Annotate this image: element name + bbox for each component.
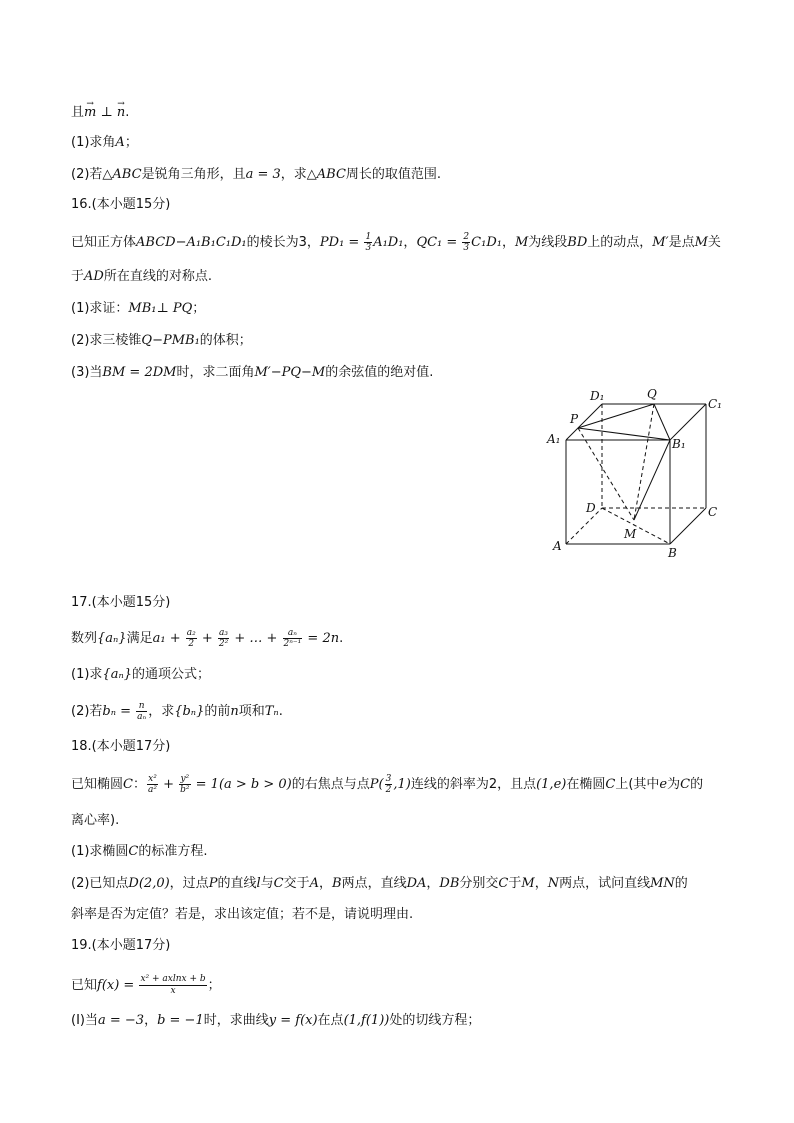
q16-part2 bbox=[71, 332, 252, 350]
cube-figure bbox=[540, 382, 730, 562]
q15-p1-var: A bbox=[115, 135, 125, 150]
q18-text: 的标准方程. bbox=[138, 844, 208, 859]
q18-text: 为 bbox=[667, 777, 681, 792]
q16-text: 的体积； bbox=[199, 333, 252, 348]
q19-b-value: b = −1 bbox=[157, 1013, 204, 1028]
q18-point-p-end: ,1) bbox=[393, 777, 411, 792]
q19-part1 bbox=[71, 1012, 480, 1030]
q18-c: C bbox=[128, 844, 139, 859]
label-p: P bbox=[570, 412, 579, 426]
q16-part1 bbox=[71, 300, 205, 318]
q18-b: B bbox=[332, 876, 342, 891]
frac-den: 2 bbox=[188, 639, 195, 649]
q18-text: 在椭圆 bbox=[566, 777, 606, 792]
frac-num: n bbox=[136, 701, 147, 712]
q16-text: 时，求二面角 bbox=[176, 365, 255, 380]
q18-c: C bbox=[123, 777, 133, 792]
q17-tn: Tₙ bbox=[264, 704, 279, 719]
frac-num: y² bbox=[180, 774, 190, 784]
q17-text: 的前 bbox=[204, 704, 231, 719]
q19-fx: f(x) = bbox=[97, 978, 139, 993]
q18-db: DB bbox=[439, 876, 460, 891]
q18-a: A bbox=[309, 876, 319, 891]
fraction-function bbox=[139, 974, 206, 997]
frac-den: 2ⁿ⁻¹ bbox=[283, 639, 302, 649]
q18-c: C bbox=[498, 876, 509, 891]
q18-header: 18.(本小题17分) bbox=[71, 739, 171, 754]
q18-text: 已知椭圆 bbox=[71, 777, 124, 792]
segment-qb1 bbox=[654, 404, 670, 440]
q16-text: ， bbox=[501, 235, 515, 250]
q16-c1d1: C₁D₁ bbox=[471, 235, 502, 250]
q17-seq: {aₙ} bbox=[97, 631, 127, 646]
frac-den: 2 bbox=[385, 785, 392, 795]
q18-part2 bbox=[71, 875, 688, 893]
fraction-three-halves bbox=[385, 774, 393, 795]
q18-text: 的 bbox=[690, 777, 704, 792]
q17-a1: a₁ + bbox=[152, 631, 185, 646]
q18-eq: = 1(a > b > 0) bbox=[191, 777, 292, 792]
q16-m: M bbox=[514, 235, 529, 250]
fraction-an-over-2n bbox=[283, 628, 303, 649]
q17-text: (2)若 bbox=[71, 704, 103, 719]
q18-c: C bbox=[605, 777, 616, 792]
fraction-two-thirds bbox=[462, 232, 470, 253]
q18-n: N bbox=[547, 876, 560, 891]
fraction-x2-over-a2 bbox=[147, 774, 158, 795]
q19-text: (Ⅰ)当 bbox=[71, 1013, 98, 1028]
q16-text: 为线段 bbox=[528, 235, 568, 250]
q15-part1 bbox=[71, 134, 138, 152]
fraction-y2-over-b2 bbox=[179, 774, 190, 795]
vector-m: → m bbox=[84, 104, 96, 122]
edge-c1b1 bbox=[670, 404, 706, 440]
q16-text: 是点 bbox=[668, 235, 695, 250]
q17-text: ，求 bbox=[148, 704, 175, 719]
q16-text: (1)求证： bbox=[71, 301, 129, 316]
q18-part1 bbox=[71, 843, 208, 861]
q19-text: ； bbox=[207, 978, 221, 993]
q17-text: 的通项公式； bbox=[131, 667, 210, 682]
fraction-a2-over-2 bbox=[186, 628, 197, 649]
q18-text: ， bbox=[534, 876, 548, 891]
q18-part2-line2: 斜率是否为定值？若是，求出该定值；若不是，请说明理由. bbox=[71, 907, 414, 922]
q17-plus: + bbox=[197, 631, 217, 646]
q18-c: C bbox=[680, 777, 691, 792]
q16-p3-expr1: BM = 2DM bbox=[102, 365, 177, 380]
q18-text: 两点，直线 bbox=[341, 876, 407, 891]
q18-text: 的 bbox=[674, 876, 688, 891]
q19-a-value: a = −3 bbox=[97, 1013, 145, 1028]
q18-text: ： bbox=[132, 777, 146, 792]
q16-qc: QC₁ = bbox=[416, 235, 462, 250]
frac-den: b² bbox=[180, 785, 190, 795]
frac-num: aₙ bbox=[283, 628, 303, 639]
q15-p2-mid: 是锐角三角形，且 bbox=[141, 167, 246, 182]
q19-point: (1,f(1)) bbox=[343, 1013, 390, 1028]
q15-part2 bbox=[71, 166, 441, 184]
q16-stem-line1 bbox=[71, 232, 721, 253]
q18-text: ， bbox=[426, 876, 440, 891]
q15-p2-tail: ，求△ bbox=[280, 167, 317, 182]
fraction-a3-over-4 bbox=[218, 628, 229, 649]
hidden-segment-qm bbox=[634, 404, 654, 520]
q15-text: . bbox=[125, 105, 130, 120]
q17-text: 数列 bbox=[71, 631, 98, 646]
label-a: A bbox=[553, 539, 562, 553]
q16-pd: PD₁ = bbox=[319, 235, 364, 250]
label-q: Q bbox=[647, 387, 657, 401]
q16-cube: ABCD−A₁B₁C₁D₁ bbox=[136, 235, 247, 250]
frac-den: x bbox=[170, 986, 176, 996]
label-a1: A₁ bbox=[547, 432, 561, 446]
label-c: C bbox=[708, 505, 718, 519]
hidden-edge-ad bbox=[566, 508, 602, 544]
q18-text: 的右焦点与点 bbox=[291, 777, 370, 792]
q17-seq-b: {bₙ} bbox=[174, 704, 205, 719]
segment-pb1 bbox=[578, 428, 670, 440]
label-m: M bbox=[624, 527, 637, 541]
q19-stem bbox=[71, 974, 221, 997]
q19-curve: y = f(x) bbox=[268, 1013, 318, 1028]
q17-part1 bbox=[71, 666, 210, 684]
frac-den: 2² bbox=[218, 639, 229, 649]
q15-p2-end: 周长的取值范围. bbox=[345, 167, 442, 182]
frac-den: 3 bbox=[365, 243, 372, 253]
q16-stem-line2 bbox=[71, 268, 212, 286]
q18-m: M bbox=[521, 876, 535, 891]
q16-text: 的余弦值的绝对值. bbox=[325, 365, 434, 380]
q16-p1-expr: MB₁⊥ PQ bbox=[128, 301, 193, 316]
fraction-n-over-an bbox=[136, 701, 147, 722]
q19-text: ， bbox=[144, 1013, 158, 1028]
q16-a1d1: A₁D₁ bbox=[373, 235, 404, 250]
frac-den: aₙ bbox=[137, 712, 147, 722]
q16-text: 所在直线的对称点. bbox=[103, 269, 212, 284]
frac-num: a₃ bbox=[219, 628, 229, 638]
frac-num: 3 bbox=[385, 774, 392, 784]
q15-p2-tri: ABC bbox=[112, 167, 142, 182]
vector-n: → n bbox=[117, 104, 125, 122]
q17-text: (1)求 bbox=[71, 667, 103, 682]
q19-text: 时，求曲线 bbox=[203, 1013, 269, 1028]
q16-text: (2)求三棱锥 bbox=[71, 333, 142, 348]
q18-stem-line2: 离心率). bbox=[71, 813, 120, 828]
q19-text: 已知 bbox=[71, 978, 98, 993]
q19-text: 处的切线方程； bbox=[389, 1013, 481, 1028]
q16-mprime: M′ bbox=[652, 235, 669, 250]
q19-text: 在点 bbox=[317, 1013, 344, 1028]
q19-header: 19.(本小题17分) bbox=[71, 938, 171, 953]
label-c1: C₁ bbox=[708, 397, 722, 411]
q16-text: (3)当 bbox=[71, 365, 103, 380]
q18-text: 的直线 bbox=[217, 876, 257, 891]
q17-text: . bbox=[339, 631, 344, 646]
q18-stem-line1 bbox=[71, 774, 703, 795]
q15-p1-label: (1)求角 bbox=[71, 135, 116, 150]
q18-text: 上(其中 bbox=[615, 777, 660, 792]
q18-plus: + bbox=[158, 777, 179, 792]
q18-e: e bbox=[659, 777, 668, 792]
q18-text: (2)已知点 bbox=[71, 876, 129, 891]
q16-text: ； bbox=[192, 301, 206, 316]
q16-bd: BD bbox=[567, 235, 588, 250]
q18-text: 交于 bbox=[283, 876, 310, 891]
frac-num: 2 bbox=[463, 232, 470, 242]
q16-text: 已知正方体 bbox=[71, 235, 137, 250]
frac-den: a² bbox=[147, 785, 157, 795]
frac-num: a₂ bbox=[186, 628, 196, 638]
q18-text: 连线的斜率为2，且点 bbox=[410, 777, 537, 792]
q17-stem bbox=[71, 628, 343, 649]
q16-ad: AD bbox=[84, 269, 104, 284]
edge-bc bbox=[670, 508, 706, 544]
q18-l: l bbox=[256, 876, 261, 891]
q15-p1-end: ； bbox=[124, 135, 138, 150]
q17-n: n bbox=[230, 704, 239, 719]
label-b1: B₁ bbox=[672, 437, 686, 451]
q18-c: C bbox=[273, 876, 284, 891]
q18-mn: MN bbox=[650, 876, 675, 891]
perp-symbol: ⊥ bbox=[96, 105, 117, 120]
q16-text: 的棱长为3， bbox=[246, 235, 320, 250]
q17-header: 17.(本小题15分) bbox=[71, 595, 171, 610]
label-d1: D₁ bbox=[590, 389, 605, 403]
q17-plus-dots: + … + bbox=[230, 631, 282, 646]
q16-p2-expr: Q−PMB₁ bbox=[141, 333, 200, 348]
q18-text: 与 bbox=[260, 876, 274, 891]
q16-text: ， bbox=[403, 235, 417, 250]
q17-text: 项和 bbox=[238, 704, 265, 719]
q16-p3-expr2: M′−PQ−M bbox=[254, 365, 326, 380]
q18-point-d: D(2,0) bbox=[128, 876, 170, 891]
q16-m2: M bbox=[694, 235, 708, 250]
q18-text: 两点，试问直线 bbox=[559, 876, 651, 891]
q17-eq: = 2n bbox=[303, 631, 340, 646]
q18-p: P bbox=[208, 876, 218, 891]
frac-num: x² + axlnx + b bbox=[140, 974, 206, 984]
q18-text: ，过点 bbox=[169, 876, 209, 891]
q16-header: 16.(本小题15分) bbox=[71, 197, 171, 212]
q18-text: 于 bbox=[508, 876, 522, 891]
q15-p2-label: (2)若△ bbox=[71, 167, 113, 182]
q17-part2 bbox=[71, 701, 283, 722]
q17-text: . bbox=[278, 704, 283, 719]
q18-da: DA bbox=[406, 876, 427, 891]
q15-p2-tri2: ABC bbox=[316, 167, 346, 182]
q18-point-p: P( bbox=[369, 777, 384, 792]
label-b: B bbox=[668, 546, 677, 560]
label-d: D bbox=[586, 501, 596, 515]
fraction-one-third bbox=[364, 232, 372, 253]
q17-bn: bₙ = bbox=[102, 704, 136, 719]
q17-text: 满足 bbox=[126, 631, 153, 646]
q18-text: ， bbox=[319, 876, 333, 891]
q18-text: 分别交 bbox=[459, 876, 499, 891]
q15-p2-eq: a = 3 bbox=[245, 167, 281, 182]
q18-point: (1,e) bbox=[536, 777, 567, 792]
q18-text: (1)求椭圆 bbox=[71, 844, 129, 859]
frac-num: x² bbox=[148, 774, 157, 784]
q15-condition-line bbox=[71, 104, 129, 122]
q16-text: 上的动点， bbox=[587, 235, 653, 250]
q16-text: 关 bbox=[707, 235, 721, 250]
q15-text: 且 bbox=[71, 105, 85, 120]
q17-seq: {aₙ} bbox=[102, 667, 132, 682]
frac-num: 1 bbox=[365, 232, 372, 242]
q16-text: 于 bbox=[71, 269, 85, 284]
q16-part3 bbox=[71, 364, 433, 382]
frac-den: 3 bbox=[463, 243, 470, 253]
